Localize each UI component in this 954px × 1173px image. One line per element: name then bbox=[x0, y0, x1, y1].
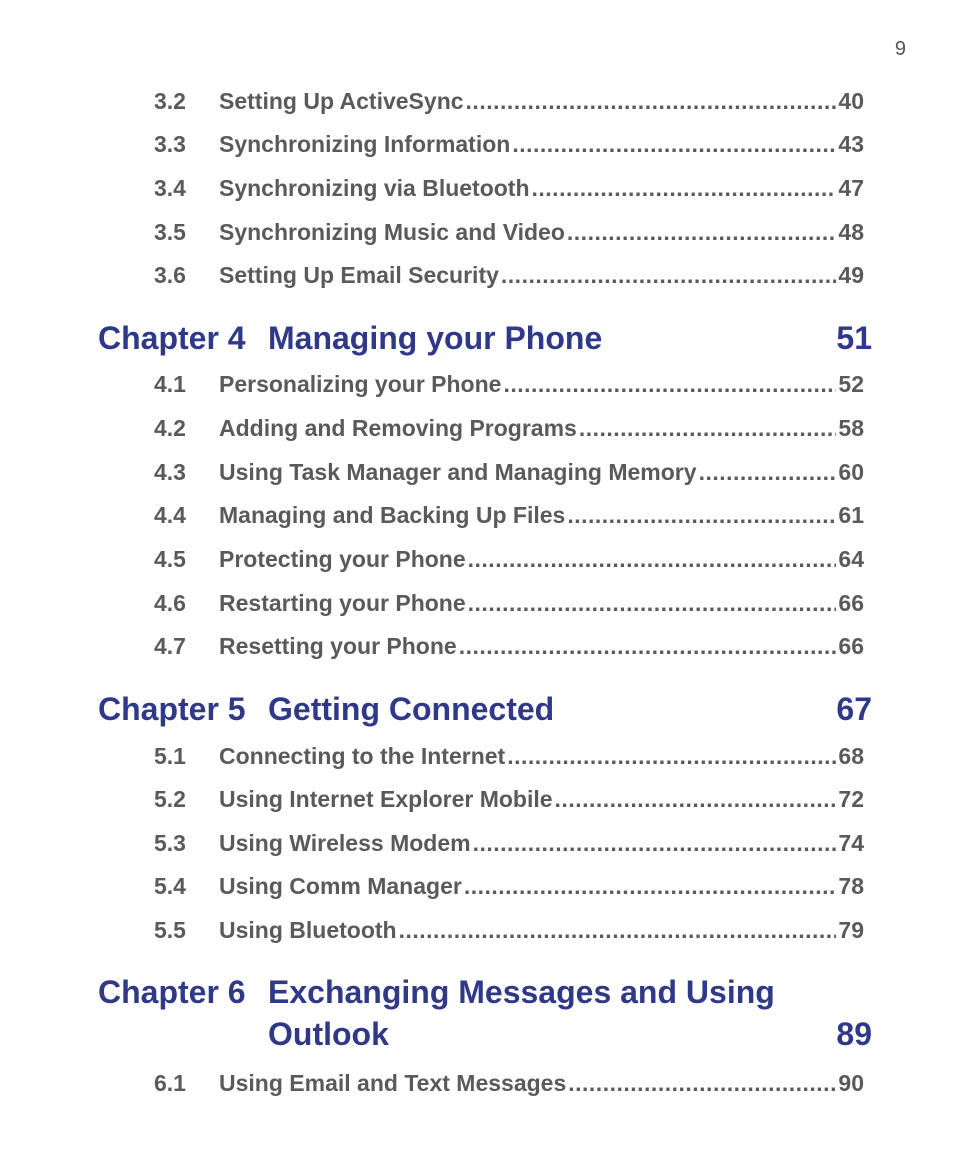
entry-page: 52 bbox=[838, 371, 864, 397]
entry-title: Setting Up Email Security bbox=[219, 262, 499, 288]
entry-page: 64 bbox=[838, 546, 864, 572]
dot-leader bbox=[568, 1068, 836, 1098]
entry-title: Setting Up ActiveSync bbox=[219, 88, 464, 114]
entry-page: 49 bbox=[838, 262, 864, 288]
dot-leader bbox=[555, 784, 837, 814]
toc-entry[interactable] bbox=[154, 413, 864, 443]
entry-number: 4.5 bbox=[154, 546, 186, 572]
toc-entry[interactable] bbox=[154, 217, 864, 247]
toc-entry[interactable] bbox=[154, 86, 864, 116]
toc-entry[interactable] bbox=[154, 369, 864, 399]
chapter-page: 67 bbox=[836, 691, 872, 727]
entry-number: 5.1 bbox=[154, 743, 186, 769]
entry-page: 40 bbox=[838, 88, 864, 114]
chapter-page: 89 bbox=[836, 1016, 872, 1052]
entry-number: 5.4 bbox=[154, 873, 186, 899]
entry-page: 68 bbox=[838, 743, 864, 769]
chapter-heading[interactable] bbox=[98, 971, 872, 1055]
entry-title: Adding and Removing Programs bbox=[219, 415, 577, 441]
entry-number: 4.2 bbox=[154, 415, 186, 441]
entry-page: 47 bbox=[838, 175, 864, 201]
dot-leader bbox=[579, 413, 837, 443]
chapter-heading[interactable] bbox=[98, 317, 872, 359]
dot-leader bbox=[399, 915, 837, 945]
entry-number: 5.5 bbox=[154, 917, 186, 943]
toc-entry[interactable] bbox=[154, 588, 864, 618]
entry-number: 6.1 bbox=[154, 1070, 186, 1096]
dot-leader bbox=[567, 500, 836, 530]
dot-leader bbox=[468, 588, 837, 618]
entry-number: 4.7 bbox=[154, 633, 186, 659]
entry-number: 4.3 bbox=[154, 459, 186, 485]
dot-leader bbox=[532, 173, 837, 203]
entry-title: Using Bluetooth bbox=[219, 917, 397, 943]
entry-page: 66 bbox=[838, 633, 864, 659]
entry-title: Using Task Manager and Managing Memory bbox=[219, 459, 697, 485]
dot-leader bbox=[501, 260, 837, 290]
dot-leader bbox=[459, 631, 837, 661]
entry-title: Restarting your Phone bbox=[219, 590, 466, 616]
entry-title: Managing and Backing Up Files bbox=[219, 502, 566, 528]
toc-entry[interactable] bbox=[154, 784, 864, 814]
entry-number: 5.2 bbox=[154, 786, 186, 812]
toc-entry[interactable] bbox=[154, 544, 864, 574]
dot-leader bbox=[699, 457, 837, 487]
entry-page: 74 bbox=[838, 830, 864, 856]
entry-page: 48 bbox=[838, 219, 864, 245]
entry-number: 3.4 bbox=[154, 175, 186, 201]
dot-leader bbox=[512, 129, 836, 159]
entry-number: 4.4 bbox=[154, 502, 186, 528]
toc-entry[interactable] bbox=[154, 260, 864, 290]
entry-title: Using Internet Explorer Mobile bbox=[219, 786, 553, 812]
page-number: 9 bbox=[894, 38, 906, 60]
entry-page: 78 bbox=[838, 873, 864, 899]
entry-page: 79 bbox=[838, 917, 864, 943]
chapter-heading[interactable] bbox=[98, 688, 872, 730]
chapter-label: Chapter 6 bbox=[98, 974, 246, 1010]
entry-title: Using Comm Manager bbox=[219, 873, 462, 899]
entry-number: 4.1 bbox=[154, 371, 186, 397]
entry-title: Personalizing your Phone bbox=[219, 371, 502, 397]
dot-leader bbox=[466, 86, 837, 116]
entry-number: 3.6 bbox=[154, 262, 186, 288]
entry-title: Connecting to the Internet bbox=[219, 743, 506, 769]
entry-number: 4.6 bbox=[154, 590, 186, 616]
toc-entry[interactable] bbox=[154, 457, 864, 487]
dot-leader bbox=[507, 741, 836, 771]
entry-title: Synchronizing via Bluetooth bbox=[219, 175, 530, 201]
entry-title: Using Wireless Modem bbox=[219, 830, 471, 856]
entry-page: 66 bbox=[838, 590, 864, 616]
entry-title: Protecting your Phone bbox=[219, 546, 466, 572]
entry-page: 72 bbox=[838, 786, 864, 812]
entry-number: 3.2 bbox=[154, 88, 186, 114]
entry-title: Using Email and Text Messages bbox=[219, 1070, 567, 1096]
entry-page: 58 bbox=[838, 415, 864, 441]
entry-page: 61 bbox=[838, 502, 864, 528]
toc-entry[interactable] bbox=[154, 741, 864, 771]
entry-number: 3.3 bbox=[154, 131, 186, 157]
toc-entry[interactable] bbox=[154, 871, 864, 901]
entry-number: 5.3 bbox=[154, 830, 186, 856]
toc-entry[interactable] bbox=[154, 173, 864, 203]
entry-page: 90 bbox=[838, 1070, 864, 1096]
entry-title: Synchronizing Music and Video bbox=[219, 219, 565, 245]
toc-entry[interactable] bbox=[154, 915, 864, 945]
toc-entry[interactable] bbox=[154, 1068, 864, 1098]
dot-leader bbox=[567, 217, 837, 247]
chapter-title: Exchanging Messages and Using Outlook bbox=[268, 974, 775, 1052]
chapter-title: Managing your Phone bbox=[268, 320, 603, 356]
toc-entry[interactable] bbox=[154, 500, 864, 530]
entry-page: 43 bbox=[838, 131, 864, 157]
dot-leader bbox=[468, 544, 837, 574]
chapter-label: Chapter 4 bbox=[98, 320, 246, 356]
entry-number: 3.5 bbox=[154, 219, 186, 245]
chapter-title: Getting Connected bbox=[268, 691, 555, 727]
dot-leader bbox=[503, 369, 836, 399]
toc-entry[interactable] bbox=[154, 828, 864, 858]
chapter-page: 51 bbox=[836, 320, 872, 356]
toc-entry[interactable] bbox=[154, 129, 864, 159]
dot-leader bbox=[464, 871, 837, 901]
entry-title: Resetting your Phone bbox=[219, 633, 457, 659]
toc-entry[interactable] bbox=[154, 631, 864, 661]
chapter-label: Chapter 5 bbox=[98, 691, 246, 727]
entry-title: Synchronizing Information bbox=[219, 131, 511, 157]
dot-leader bbox=[473, 828, 837, 858]
entry-page: 60 bbox=[838, 459, 864, 485]
